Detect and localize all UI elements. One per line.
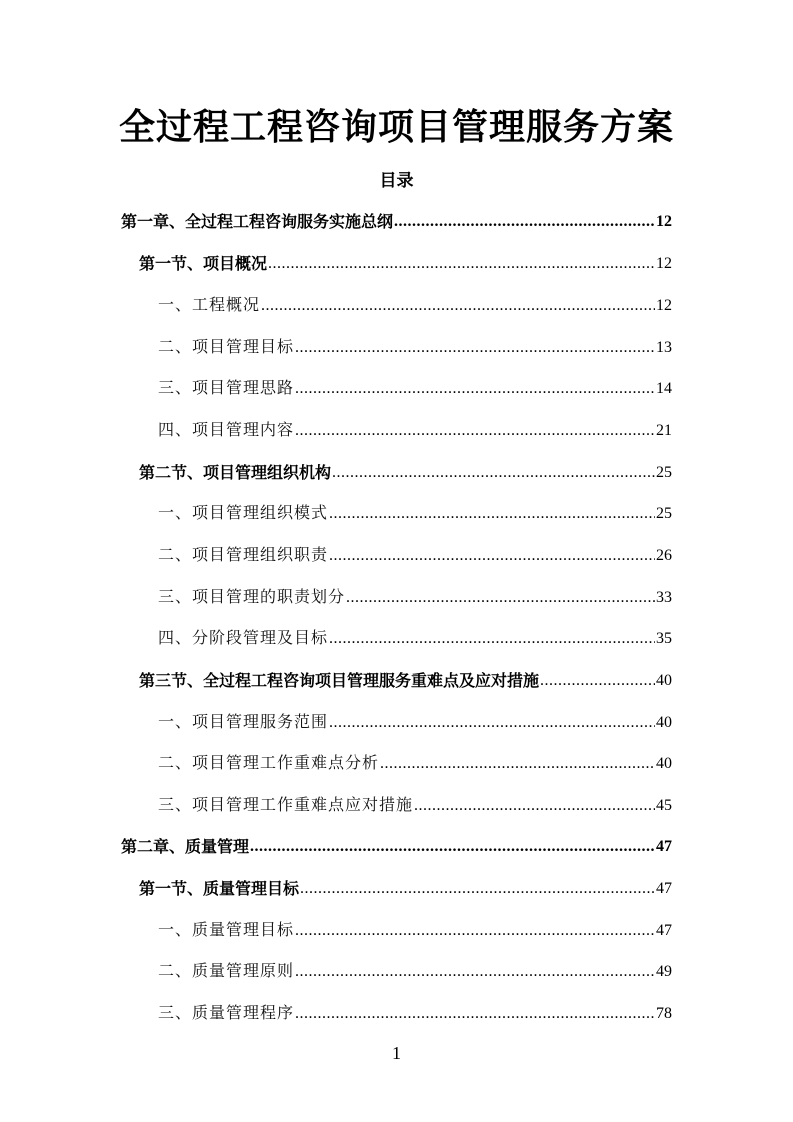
dot-leader bbox=[394, 211, 655, 233]
dot-leader bbox=[250, 836, 655, 858]
toc-entry-page: 12 bbox=[656, 255, 672, 272]
dot-leader bbox=[346, 587, 655, 609]
dot-leader bbox=[329, 712, 655, 734]
toc-entry-page: 49 bbox=[656, 963, 672, 980]
toc-entry-section[interactable] bbox=[139, 249, 672, 275]
toc-entry-label: 第二章、质量管理 bbox=[121, 837, 250, 856]
toc-entry-label: 二、项目管理工作重难点分析 bbox=[158, 755, 380, 772]
toc-entry-page: 33 bbox=[656, 589, 672, 606]
toc-entry-page: 21 bbox=[656, 422, 672, 439]
toc-entry-page: 14 bbox=[656, 380, 672, 397]
toc-entry-subsection[interactable] bbox=[158, 791, 672, 817]
toc-entry-label: 二、项目管理组织职责 bbox=[158, 547, 329, 564]
toc-entry-label: 一、项目管理组织模式 bbox=[158, 505, 329, 522]
toc-entry-subsection[interactable] bbox=[158, 749, 672, 775]
dot-leader bbox=[295, 337, 655, 359]
toc-entry-page: 12 bbox=[656, 297, 672, 314]
toc-entry-page: 40 bbox=[656, 672, 672, 689]
toc-entry-label: 第三节、全过程工程咨询项目管理服务重难点及应对措施 bbox=[139, 671, 540, 690]
dot-leader bbox=[295, 920, 655, 942]
toc-entry-chapter[interactable] bbox=[121, 207, 672, 233]
dot-leader bbox=[380, 753, 655, 775]
dot-leader bbox=[300, 878, 655, 900]
toc-entry-subsection[interactable] bbox=[158, 957, 672, 983]
toc-entry-page: 13 bbox=[656, 339, 672, 356]
dot-leader bbox=[414, 795, 655, 817]
toc-entry-subsection[interactable] bbox=[158, 499, 672, 525]
dot-leader bbox=[295, 420, 655, 442]
dot-leader bbox=[329, 503, 655, 525]
toc-entry-page: 78 bbox=[656, 1005, 672, 1022]
toc-entry-label: 二、项目管理目标 bbox=[158, 339, 295, 356]
toc-entry-page: 47 bbox=[656, 838, 672, 855]
toc-entry-page: 45 bbox=[656, 797, 672, 814]
toc-entry-label: 一、质量管理目标 bbox=[158, 922, 295, 939]
toc-entry-label: 第二节、项目管理组织机构 bbox=[139, 463, 332, 482]
toc-entry-label: 第一节、质量管理目标 bbox=[139, 879, 300, 898]
toc-entry-label: 三、项目管理的职责划分 bbox=[158, 589, 346, 606]
toc-entry-subsection[interactable] bbox=[158, 333, 672, 359]
toc-entry-subsection[interactable] bbox=[158, 583, 672, 609]
toc-entry-label: 一、工程概况 bbox=[158, 297, 261, 314]
dot-leader bbox=[268, 253, 655, 275]
toc-entry-page: 40 bbox=[656, 755, 672, 772]
toc-entry-label: 第一章、全过程工程咨询服务实施总纲 bbox=[121, 212, 394, 231]
document-title: 全过程工程咨询项目管理服务方案 bbox=[118, 107, 674, 148]
toc-entry-page: 47 bbox=[656, 880, 672, 897]
dot-leader bbox=[295, 378, 655, 400]
dot-leader bbox=[261, 295, 655, 317]
toc-entry-label: 四、项目管理内容 bbox=[158, 422, 295, 439]
dot-leader bbox=[295, 961, 655, 983]
toc-entry-subsection[interactable] bbox=[158, 374, 672, 400]
toc-entry-subsection[interactable] bbox=[158, 291, 672, 317]
toc-entry-section[interactable] bbox=[139, 458, 672, 484]
toc-heading: 目录 bbox=[379, 171, 414, 191]
dot-leader bbox=[329, 628, 655, 650]
toc-entry-label: 二、质量管理原则 bbox=[158, 963, 295, 980]
toc-entry-page: 26 bbox=[656, 547, 672, 564]
toc-entry-subsection[interactable] bbox=[158, 541, 672, 567]
toc-entry-subsection[interactable] bbox=[158, 708, 672, 734]
toc-entry-section[interactable] bbox=[139, 874, 672, 900]
page-number: 1 bbox=[392, 1043, 401, 1063]
toc-entry-page: 47 bbox=[656, 922, 672, 939]
toc-entry-label: 一、项目管理服务范围 bbox=[158, 714, 329, 731]
toc-entry-page: 40 bbox=[656, 714, 672, 731]
toc-entry-page: 25 bbox=[656, 505, 672, 522]
toc-entry-label: 第一节、项目概况 bbox=[139, 254, 268, 273]
dot-leader bbox=[332, 462, 655, 484]
toc-entry-subsection[interactable] bbox=[158, 999, 672, 1025]
dot-leader bbox=[329, 545, 655, 567]
toc-entry-page: 35 bbox=[656, 630, 672, 647]
toc-entry-label: 三、项目管理工作重难点应对措施 bbox=[158, 797, 414, 814]
toc-entry-subsection[interactable] bbox=[158, 916, 672, 942]
toc-entry-subsection[interactable] bbox=[158, 624, 672, 650]
toc-entry-label: 三、项目管理思路 bbox=[158, 380, 295, 397]
dot-leader bbox=[540, 670, 655, 692]
toc-entry-label: 三、质量管理程序 bbox=[158, 1005, 295, 1022]
toc-entry-chapter[interactable] bbox=[121, 832, 672, 858]
dot-leader bbox=[295, 1003, 655, 1025]
toc-entry-page: 25 bbox=[656, 464, 672, 481]
toc-entry-section[interactable] bbox=[139, 666, 672, 692]
toc-entry-page: 12 bbox=[656, 213, 672, 230]
toc-entry-subsection[interactable] bbox=[158, 416, 672, 442]
toc-entry-label: 四、分阶段管理及目标 bbox=[158, 630, 329, 647]
